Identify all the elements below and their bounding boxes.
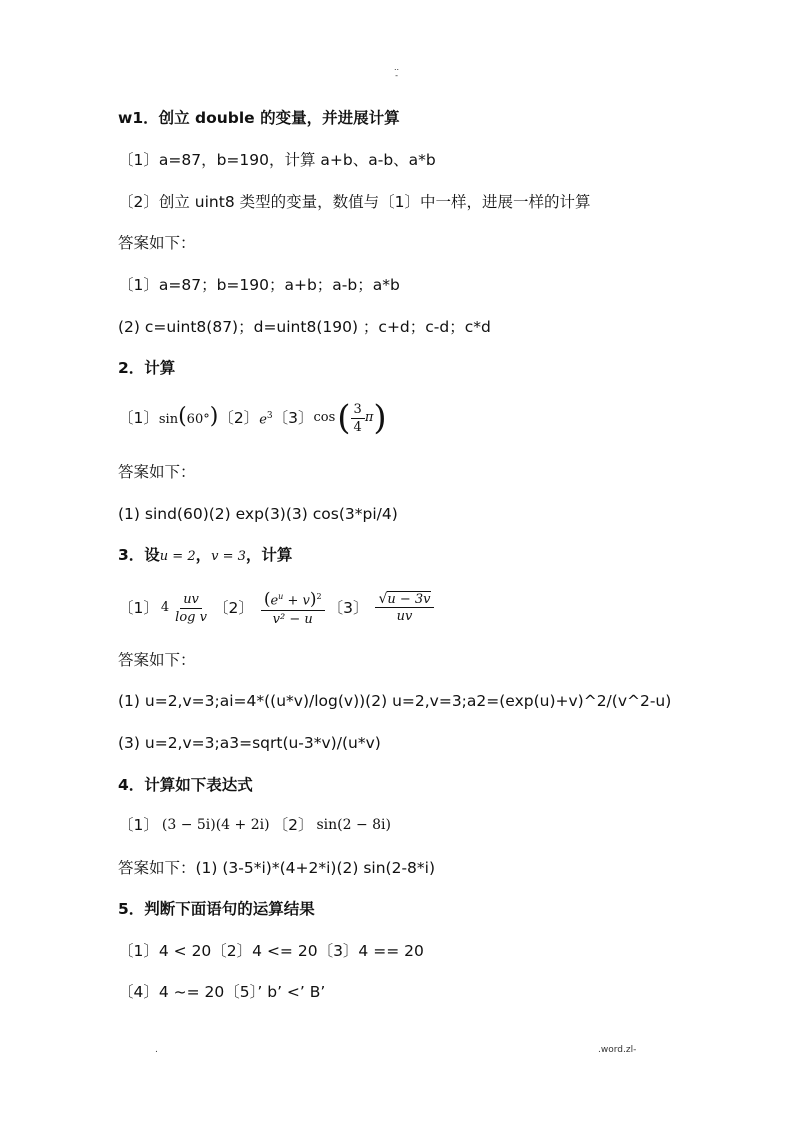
q3-expr3-num: u − 3v [387, 592, 431, 607]
q3-cond-u: u = 2 [159, 549, 196, 564]
q3-expr1-den: log v [175, 609, 207, 625]
q3-expr2-plus: + v [283, 593, 310, 609]
q3-answer2: (3) u=2,v=3;a3=sqrt(u-3*v)/(u*v) [118, 734, 381, 752]
q2-answer: (1) sind(60)(2) exp(3)(3) cos(3*pi/4) [118, 505, 398, 523]
q4-label2: 〔2〕 [272, 816, 314, 834]
q2-expr2-base: e [259, 412, 267, 428]
q2-answer-label: 答案如下： [118, 463, 196, 481]
footer-right: .word.zl- [598, 1045, 637, 1055]
q3-expr3: $\frac{√u - 3v}{uv}$ [372, 592, 436, 624]
q3-title-prefix: 3．设 [118, 546, 160, 564]
q3-title [118, 545, 292, 567]
q1-answer-label: 答案如下： [118, 234, 196, 252]
q2-title: 2．计算 [118, 359, 176, 377]
page-marker [394, 64, 399, 80]
q2-expr1-fn: sin [158, 411, 179, 427]
q3-answer1: (1) u=2,v=3;ai=4*((u*v)/log(v))(2) u=2,v=3;a2=(exp(u)+v)^2/(v^2-u) [118, 692, 672, 710]
q3-expr1 [161, 592, 213, 625]
q4-title: 4．计算如下表达式 [118, 776, 253, 794]
q5-line2: 〔4〕4 ~= 20〔5〕’ b’ <’ B’ [118, 983, 326, 1001]
q2-expr1: sin(60°) [158, 403, 219, 429]
q3-label2: 〔2〕 [212, 599, 254, 617]
q3-expr2-pow: 2 [316, 592, 322, 602]
q3-cond-v: v = 3 [211, 549, 246, 564]
q2-expr3-fn: cos [313, 410, 336, 425]
q3-label1: 〔1〕 [118, 599, 159, 617]
q1-answer2: (2) c=uint8(87)；d=uint8(190) ；c+d；c-d；c*d [118, 318, 491, 336]
footer-left: . [155, 1045, 158, 1055]
q2-expr3-pi: π [364, 410, 374, 425]
q1-title: w1．创立 double 的变量，并进展计算 [118, 109, 400, 127]
q5-line1: 〔1〕4 < 20〔2〕4 <= 20〔3〕4 == 20 [118, 942, 424, 960]
q4-answer: 答案如下：(1) (3-5*i)*(4+2*i)(2) sin(2-8*i) [118, 859, 436, 877]
q3-expr2-base: e [270, 593, 279, 609]
q3-title-suffix: ，计算 [245, 546, 293, 564]
q5-title: 5．判断下面语句的运算结果 [118, 900, 315, 918]
q2-label1: 〔1〕 [118, 409, 159, 427]
q4-expressions [118, 814, 391, 836]
q2-expr3-num: 3 [351, 402, 365, 419]
q4-expr1: (3 − 5i)(4 + 2i) [161, 817, 270, 833]
q3-answer-label: 答案如下： [118, 651, 196, 669]
q3-expr2: $\frac{(e^u + v)^2}{\text{v² − u}}$ [258, 589, 328, 626]
q2-label2: 〔2〕 [218, 409, 260, 427]
q2-expressions [118, 398, 387, 438]
q3-expr2-exp: u [278, 592, 284, 602]
page-marker-bottom: - [395, 71, 398, 80]
q3-expr3-den: uv [396, 609, 413, 624]
q3-expr1-num: uv [180, 592, 202, 609]
q1-item2: 〔2〕创立 uint8 类型的变量，数值与〔1〕中一样，进展一样的计算 [118, 193, 591, 211]
q2-label3: 〔3〕 [272, 409, 314, 427]
q3-cond-sep: ， [195, 546, 212, 564]
page-marker-top: .. [394, 63, 400, 72]
q1-item1: 〔1〕a=87，b=190，计算 a+b、a-b、a*b [118, 151, 436, 169]
q4-expr2: sin(2 − 8i) [316, 817, 391, 833]
q4-label1: 〔1〕 [118, 816, 159, 834]
q2-expr2 [259, 406, 272, 430]
q2-expr3-den: 4 [353, 419, 362, 435]
q3-expr1-coef: 4 [160, 600, 170, 615]
q2-expr2-exp: 3 [266, 410, 273, 421]
q1-answer1: 〔1〕a=87；b=190；a+b；a-b；a*b [118, 276, 400, 294]
q2-expr1-arg: 60° [186, 411, 210, 427]
q3-expr2-den: v² − u [272, 611, 313, 627]
q3-label3: 〔3〕 [327, 599, 369, 617]
q2-expr3: cos ( $\frac{3}{4}$ π ) [313, 398, 387, 438]
q3-expressions [118, 585, 437, 631]
